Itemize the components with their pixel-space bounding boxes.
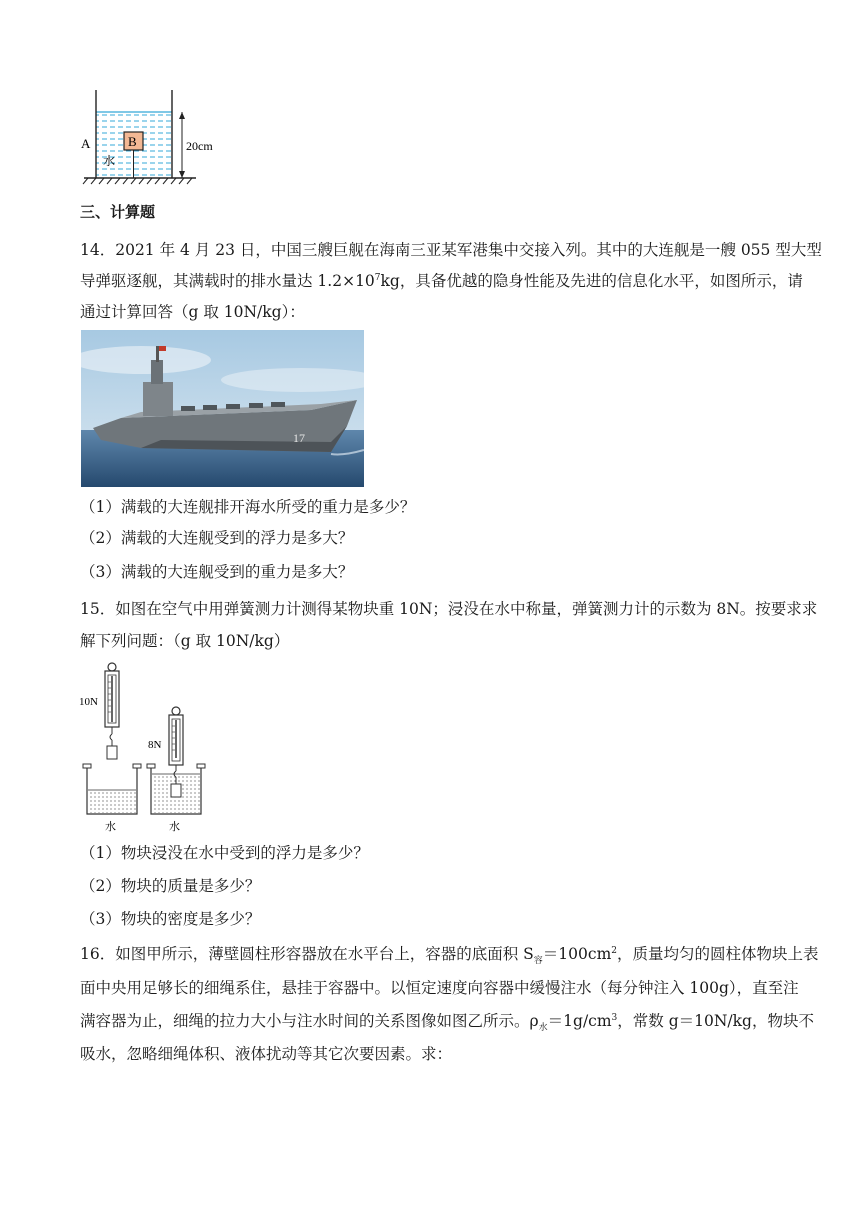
q14-line1: 14．2021 年 4 月 23 日，中国三艘巨舰在海南三亚某军港集中交接入列。其中的大连舰是一艘 055 型大型: [80, 241, 822, 259]
label-10n: 10N: [79, 696, 98, 708]
q16-line4: 吸水，忽略细绳体积、液体扰动等其它次要因素。求：: [80, 1045, 453, 1063]
hull-number: 17: [293, 431, 305, 445]
label-a: A: [81, 136, 91, 151]
label-8n: 8N: [148, 739, 162, 751]
label-b: B: [128, 134, 137, 149]
q15-sub1: （1）物块浸没在水中受到的浮力是多少？: [80, 844, 369, 862]
q15-line2: 解下列问题：（g 取 10N/kg）: [80, 632, 290, 650]
q16-line2: 面中央用足够长的细绳系住，悬挂于容器中。以恒定速度向容器中缓慢注水（每分钟注入 100g），直至注: [80, 979, 799, 997]
q16-line1: 16．如图甲所示，薄壁圆柱形容器放在水平台上，容器的底面积 $S_容=100cm^2$，质量均匀的圆柱体物块上表: [80, 945, 819, 967]
warship-image: [81, 330, 364, 487]
q14-sub2: （2）满载的大连舰受到的浮力是多大？: [80, 529, 354, 547]
q16-line3: 满容器为止，细绳的拉力大小与注水时间的关系图像如图乙所示。$\rho_水=1g/cm^3$，常数 g＝10N/kg，物块不: [80, 1012, 814, 1034]
q15-line1: 15．如图在空气中用弹簧测力计测得某物块重 10N；浸没在水中称量，弹簧测力计的示数为 8N。按要求求: [80, 600, 818, 618]
q14-sub1: （1）满载的大连舰排开海水所受的重力是多少？: [80, 498, 416, 516]
container-figure: [78, 88, 228, 188]
q14-sub3: （3）满载的大连舰受到的重力是多大？: [80, 563, 354, 581]
label-water-1: 水: [105, 821, 116, 833]
q15-sub3: （3）物块的密度是多少？: [80, 910, 261, 928]
q15-sub2: （2）物块的质量是多少？: [80, 877, 261, 895]
label-water-2: 水: [169, 821, 180, 833]
label-height: 20cm: [186, 139, 213, 153]
q14-line3: 通过计算回答（g 取 10N/kg）：: [80, 303, 305, 321]
section-title: 三、计算题: [80, 203, 156, 221]
spring-scale-figure: [78, 660, 228, 835]
q14-line2: 导弹驱逐舰，其满载时的排水量达 $1.2\times 10^7kg$，具备优越的隐身性能及先进的信息化水平，如图所示，请: [80, 272, 803, 290]
label-water: 水: [103, 154, 116, 168]
